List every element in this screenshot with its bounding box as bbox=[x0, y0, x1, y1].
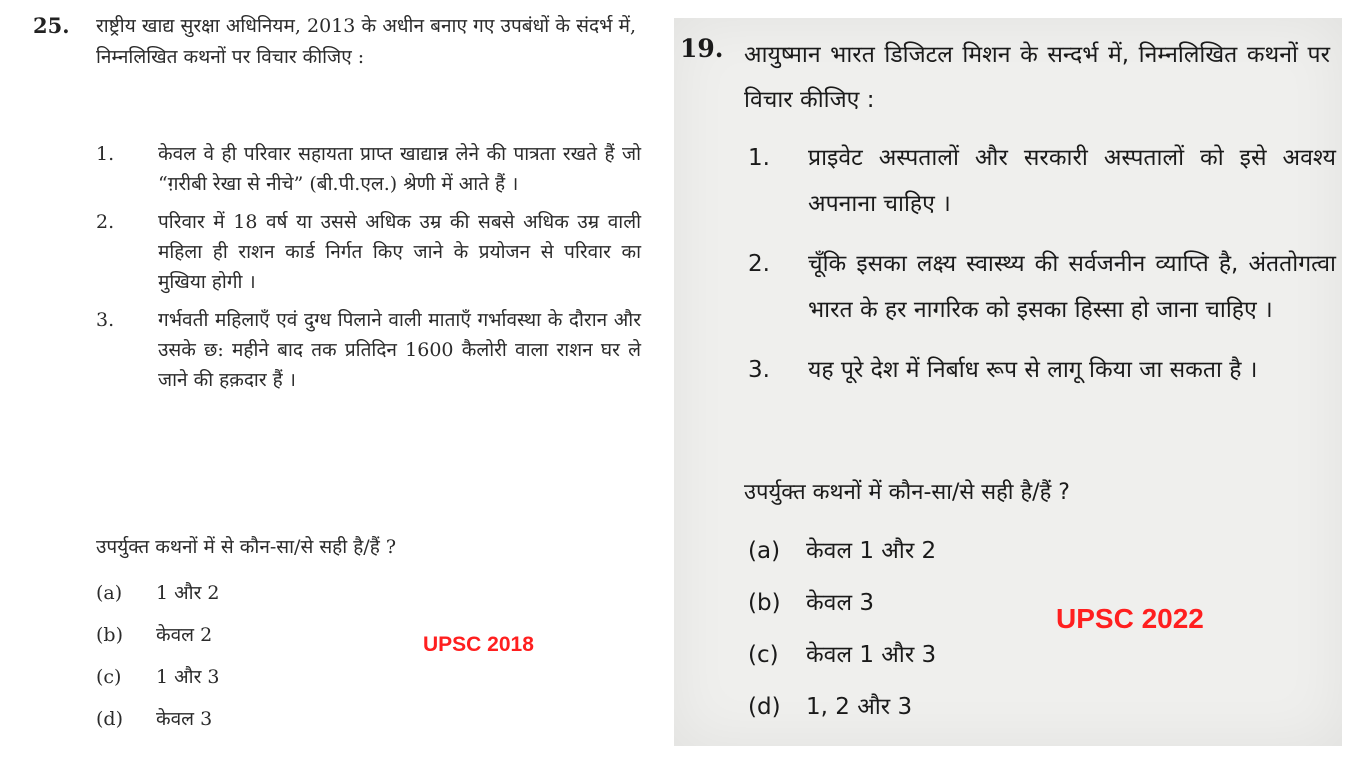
option-d[interactable] bbox=[748, 688, 936, 740]
option-label: (d) bbox=[748, 694, 781, 720]
statement-item bbox=[96, 139, 641, 199]
statement-item bbox=[744, 347, 1336, 393]
option-label: (d) bbox=[96, 708, 123, 730]
statement-text: केवल वे ही परिवार सहायता प्राप्त खाद्यान्न लेने की पात्रता रखते हैं जो “ग़रीबी रेखा से नीचे” (बी.पी.एल.) श्रेणी में आते हैं । bbox=[158, 143, 641, 195]
options-list bbox=[96, 578, 219, 746]
option-text: केवल 1 और 2 bbox=[806, 538, 937, 564]
option-text: केवल 3 bbox=[806, 590, 874, 616]
option-text: केवल 2 bbox=[156, 624, 213, 646]
statement-text: चूँकि इसका लक्ष्य स्वास्थ्य की सर्वजनीन व्याप्ति है, अंततोगत्वा भारत के हर नागरिक को इसका हिस्सा हो जाना चाहिए । bbox=[808, 251, 1336, 323]
option-c[interactable] bbox=[96, 662, 219, 704]
question-panel-2018 bbox=[0, 0, 662, 766]
option-b[interactable] bbox=[96, 620, 219, 662]
option-label: (c) bbox=[96, 666, 122, 688]
option-c[interactable] bbox=[748, 636, 936, 688]
option-label: (a) bbox=[748, 538, 781, 564]
question-number: 19. bbox=[680, 34, 724, 63]
option-label: (c) bbox=[748, 642, 779, 668]
statement-number: 1. bbox=[748, 145, 770, 171]
option-text: केवल 3 bbox=[156, 708, 213, 730]
option-text: केवल 1 और 3 bbox=[806, 642, 937, 668]
statement-text: प्राइवेट अस्पतालों और सरकारी अस्पतालों को इसे अवश्य अपनाना चाहिए । bbox=[808, 145, 1336, 217]
option-label: (b) bbox=[96, 624, 123, 646]
question-stem: राष्ट्रीय खाद्य सुरक्षा अधिनियम, 2013 के अधीन बनाए गए उपबंधों के संदर्भ में, निम्नलिखित कथनों पर विचार कीजिए : bbox=[96, 15, 636, 68]
statement-list bbox=[744, 135, 1336, 407]
option-label: (b) bbox=[748, 590, 781, 616]
statement-item bbox=[744, 241, 1336, 333]
option-d[interactable] bbox=[96, 704, 219, 746]
question-stem: आयुष्मान भारत डिजिटल मिशन के सन्दर्भ में, निम्नलिखित कथनों पर विचार कीजिए : bbox=[744, 42, 1330, 113]
statement-text: परिवार में 18 वर्ष या उससे अधिक उम्र की सबसे अधिक उम्र वाली महिला ही राशन कार्ड निर्गत किए जाने के प्रयोजन से परिवार का मुखिया होगी । bbox=[158, 211, 641, 293]
statement-number: 1. bbox=[96, 143, 115, 165]
option-text: 1, 2 और 3 bbox=[806, 694, 913, 720]
statement-text: यह पूरे देश में निर्बाध रूप से लागू किया जा सकता है । bbox=[808, 357, 1258, 383]
statement-item bbox=[744, 135, 1336, 227]
options-list bbox=[748, 532, 936, 740]
question-prompt: उपर्युक्त कथनों में कौन-सा/से सही है/हैं ? bbox=[744, 480, 1070, 505]
option-label: (a) bbox=[96, 582, 123, 604]
statement-list bbox=[96, 139, 641, 403]
question-prompt: उपर्युक्त कथनों में से कौन-सा/से सही है/हैं ? bbox=[96, 536, 397, 558]
option-text: 1 और 2 bbox=[156, 582, 220, 604]
year-tag: UPSC 2018 bbox=[423, 633, 534, 656]
statement-number: 3. bbox=[748, 357, 770, 383]
question-number: 25. bbox=[33, 13, 70, 38]
option-a[interactable] bbox=[96, 578, 219, 620]
year-tag: UPSC 2022 bbox=[1056, 603, 1204, 634]
statement-number: 2. bbox=[748, 251, 770, 277]
statement-text: गर्भवती महिलाएँ एवं दुग्ध पिलाने वाली माताएँ गर्भावस्था के दौरान और उसके छ: महीने बाद तक प्रतिदिन 1600 कैलोरी वाला राशन घर ले जाने की हक़दार हैं । bbox=[158, 309, 641, 391]
statement-item bbox=[96, 207, 641, 297]
statement-item bbox=[96, 305, 641, 395]
statement-number: 2. bbox=[96, 211, 115, 233]
option-b[interactable] bbox=[748, 584, 936, 636]
statement-number: 3. bbox=[96, 309, 115, 331]
option-a[interactable] bbox=[748, 532, 936, 584]
question-panel-2022 bbox=[674, 18, 1342, 746]
option-text: 1 और 3 bbox=[156, 666, 220, 688]
